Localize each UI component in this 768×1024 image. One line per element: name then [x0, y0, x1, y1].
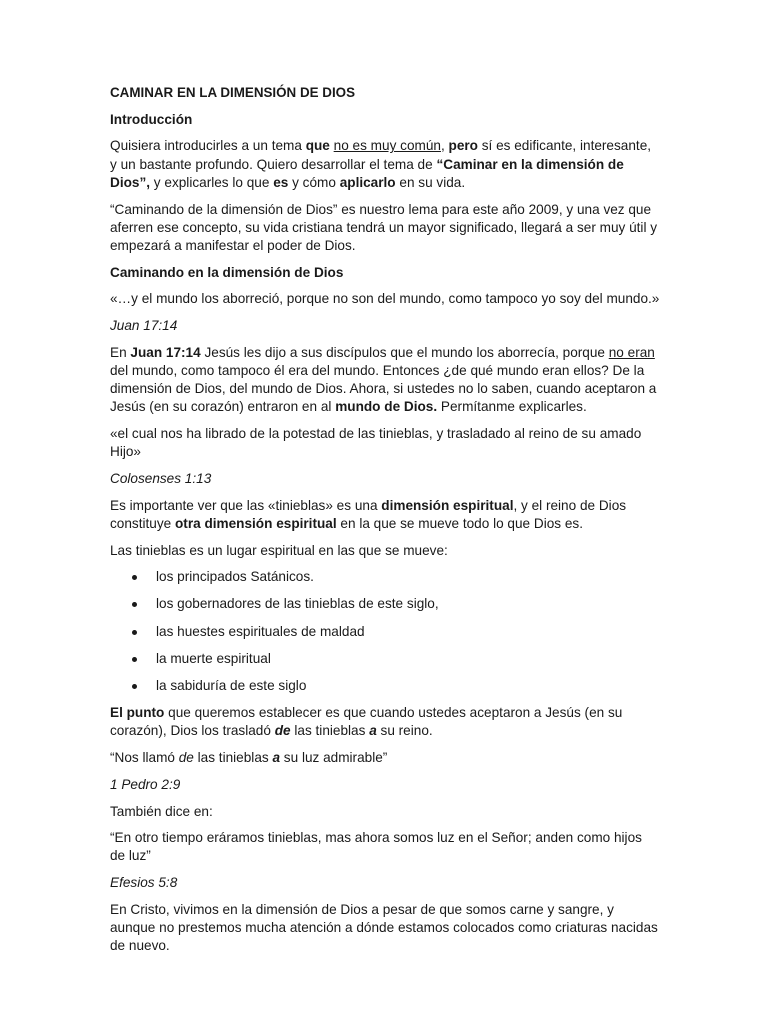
bullet-icon: [132, 684, 137, 689]
text-run: , y el reino de Dios constituye: [110, 497, 627, 531]
bold-text: El punto: [110, 705, 165, 721]
paragraph-motto: “Caminando de la dimensión de Dios” es nuestro lema para este año 2009, y una vez que aferren ese concepto, su vida cristiana tendrá un mayor significado, llegará a ser muy útil y empezará a manifestar el poder de Dios.: [110, 201, 658, 253]
list-item: [110, 595, 660, 613]
text-run: ,: [440, 138, 449, 154]
text-run: y explicarles lo que: [150, 174, 274, 190]
scripture-quote-3: [110, 749, 660, 767]
text-run: y cómo: [288, 174, 340, 190]
bold-text: es: [273, 174, 289, 190]
text-run: Jesús les dijo a sus discípulos que el mundo los aborrecía, porque: [200, 344, 609, 360]
intro-heading: Introducción: [110, 111, 193, 127]
underlined-text: no eran: [608, 344, 655, 360]
emphasis-text: a: [272, 750, 281, 766]
text-run: En: [110, 344, 131, 360]
text-run: Quisiera introducirles a un tema: [110, 138, 306, 154]
document-page: [110, 84, 660, 964]
list-item: [110, 677, 660, 695]
scripture-quote-1: «…y el mundo los aborreció, porque no son del mundo, como tampoco yo soy del mundo.»: [110, 291, 660, 307]
bullet-list: [110, 568, 660, 695]
text-run: Es importante ver que las «tinieblas» es una: [110, 497, 382, 513]
scripture-quote-4: “En otro tiempo eráramos tinieblas, mas ahora somos luz en el Señor; anden como hijos de luz”: [110, 830, 642, 864]
bold-text: dimensión espiritual: [381, 497, 514, 513]
scripture-reference-2: Colosenses 1:13: [110, 470, 212, 486]
paragraph-intro: [110, 137, 660, 192]
list-item: [110, 568, 660, 586]
bold-text: “Caminar en la dimensión de Dios”,: [110, 156, 624, 190]
list-item-text: los principados Satánicos.: [156, 569, 314, 585]
text-run: sí es edificante, interesante, y un bastante profundo. Quiero desarrollar el tema de: [110, 138, 652, 172]
scripture-reference-3: 1 Pedro 2:9: [110, 776, 181, 792]
list-item: [110, 623, 660, 641]
list-item-text: la muerte espiritual: [156, 650, 271, 666]
bullet-icon: [132, 575, 137, 580]
document-title: CAMINAR EN LA DIMENSIÓN DE DIOS: [110, 85, 356, 100]
scripture-reference-4: Efesios 5:8: [110, 875, 178, 891]
bold-text: pero: [448, 138, 478, 154]
bold-text: aplicarlo: [339, 174, 396, 190]
text-run: “Nos llamó: [110, 750, 179, 766]
bold-text: otra dimensión espiritual: [174, 515, 337, 531]
text-run: que queremos establecer es que cuando ustedes aceptaron a Jesús (en su corazón), Dios los trasladó: [110, 705, 623, 739]
scripture-reference-1: Juan 17:14: [110, 318, 178, 334]
list-item-text: los gobernadores de las tinieblas de este siglo,: [156, 596, 439, 612]
paragraph-juan: [110, 344, 660, 417]
text-run: Permítanme explicarles.: [437, 399, 587, 415]
list-item: [110, 650, 660, 668]
underlined-text: no es muy común: [333, 138, 441, 154]
text-run: las tinieblas: [290, 723, 370, 739]
text-run: del mundo, como tampoco él era del mundo. Entonces ¿de qué mundo eran ellos? De la dimensión de Dios, del mundo de Dios. Ahora, si ustedes no lo saben, cuando aceptaron a Jesús (en su corazón) entraron en al: [110, 362, 657, 415]
paragraph-tinieblas: [110, 497, 660, 533]
bold-text: mundo de Dios.: [335, 399, 438, 415]
text-run: su luz admirable”: [280, 750, 388, 766]
bold-text: Juan 17:14: [130, 344, 201, 360]
list-item-text: la sabiduría de este siglo: [156, 678, 307, 694]
text-run: las tinieblas: [193, 750, 273, 766]
bold-text: que: [305, 138, 330, 154]
paragraph-tambien: También dice en:: [110, 803, 213, 819]
text-run: su reino.: [376, 723, 433, 739]
emphasis-text: de: [178, 750, 194, 766]
list-item-text: las huestes espirituales de maldad: [156, 623, 365, 639]
section-heading: Caminando en la dimensión de Dios: [110, 264, 344, 280]
paragraph-list-intro: Las tinieblas es un lugar espiritual en las que se mueve:: [110, 542, 448, 558]
scripture-quote-2: «el cual nos ha librado de la potestad de las tinieblas, y trasladado al reino de su amado Hijo»: [110, 426, 642, 460]
paragraph-en-cristo: En Cristo, vivimos en la dimensión de Dios a pesar de que somos carne y sangre, y aunque no prestemos mucha atención a dónde estamos colocados como criaturas nacidas de nuevo.: [110, 901, 658, 954]
text-run: en la que se mueve todo lo que Dios es.: [336, 515, 583, 531]
paragraph-punto: [110, 704, 660, 740]
bullet-icon: [132, 657, 137, 662]
emphasis-text: de: [274, 723, 291, 739]
bullet-icon: [132, 630, 137, 635]
text-run: en su vida.: [395, 174, 466, 190]
emphasis-text: a: [369, 723, 377, 739]
bullet-icon: [132, 602, 137, 607]
